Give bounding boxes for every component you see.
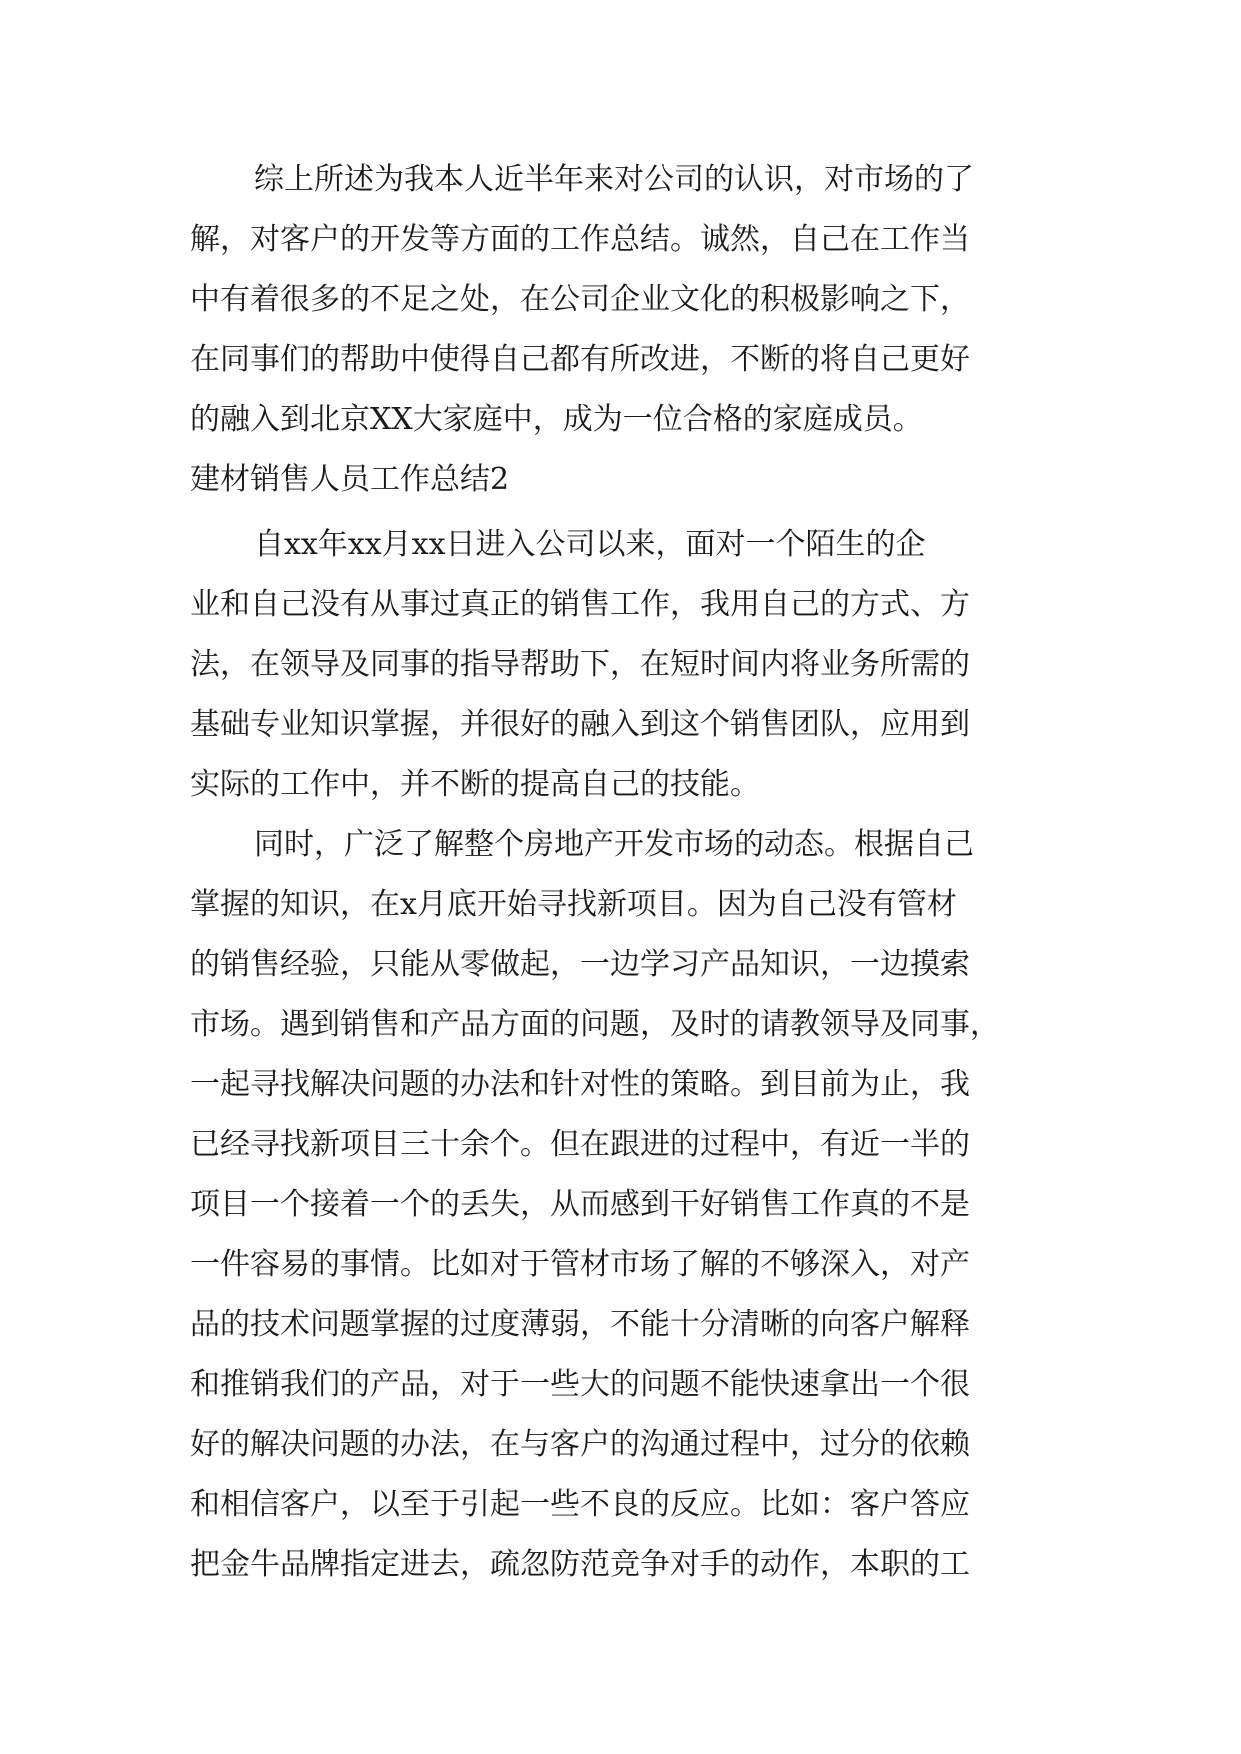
text-line: 一起寻找解决问题的办法和针对性的策略。到目前为止，我 bbox=[190, 1067, 970, 1102]
text-line: 实际的工作中，并不断的提高自己的技能。 bbox=[190, 767, 760, 802]
text-line: 法，在领导及同事的指导帮助下，在短时间内将业务所需的 bbox=[190, 647, 970, 682]
text-line: 掌握的知识，在x月底开始寻找新项目。因为自己没有管材 bbox=[190, 887, 957, 922]
text-line: 品的技术问题掌握的过度薄弱，不能十分清晰的向客户解释 bbox=[190, 1307, 970, 1342]
text-line: 解，对客户的开发等方面的工作总结。诚然，自己在工作当 bbox=[190, 222, 970, 257]
text-line: 的融入到北京XX大家庭中，成为一位合格的家庭成员。 bbox=[190, 402, 923, 437]
text-line: 好的解决问题的办法，在与客户的沟通过程中，过分的依赖 bbox=[190, 1427, 970, 1462]
text-line: 的销售经验，只能从零做起，一边学习产品知识，一边摸索 bbox=[190, 947, 970, 982]
text-line: 业和自己没有从事过真正的销售工作，我用自己的方式、方 bbox=[190, 587, 970, 622]
text-line: 已经寻找新项目三十余个。但在跟进的过程中，有近一半的 bbox=[190, 1127, 970, 1162]
text-line: 基础专业知识掌握，并很好的融入到这个销售团队，应用到 bbox=[190, 707, 970, 742]
text-line: 在同事们的帮助中使得自己都有所改进，不断的将自己更好 bbox=[190, 342, 970, 377]
text-line: 和相信客户，以至于引起一些不良的反应。比如：客户答应 bbox=[190, 1487, 970, 1522]
text-line: 一件容易的事情。比如对于管材市场了解的不够深入，对产 bbox=[190, 1247, 970, 1282]
text-line: 项目一个接着一个的丢失，从而感到干好销售工作真的不是 bbox=[190, 1187, 970, 1222]
text-line: 和推销我们的产品，对于一些大的问题不能快速拿出一个很 bbox=[190, 1367, 970, 1402]
text-line: 市场。遇到销售和产品方面的问题，及时的请教领导及同事， bbox=[190, 1007, 1000, 1042]
heading-text: 建材销售人员工作总结2 bbox=[190, 462, 510, 497]
text-line: 把金牛品牌指定进去，疏忽防范竞争对手的动作，本职的工 bbox=[190, 1547, 970, 1582]
text-line: 同时，广泛了解整个房地产开发市场的动态。根据自己 bbox=[254, 827, 974, 862]
text-line: 综上所述为我本人近半年来对公司的认识，对市场的了 bbox=[254, 162, 974, 197]
text-line: 中有着很多的不足之处，在公司企业文化的积极影响之下， bbox=[190, 282, 970, 317]
text-line: 自xx年xx月xx日进入公司以来，面对一个陌生的企 bbox=[254, 527, 926, 562]
